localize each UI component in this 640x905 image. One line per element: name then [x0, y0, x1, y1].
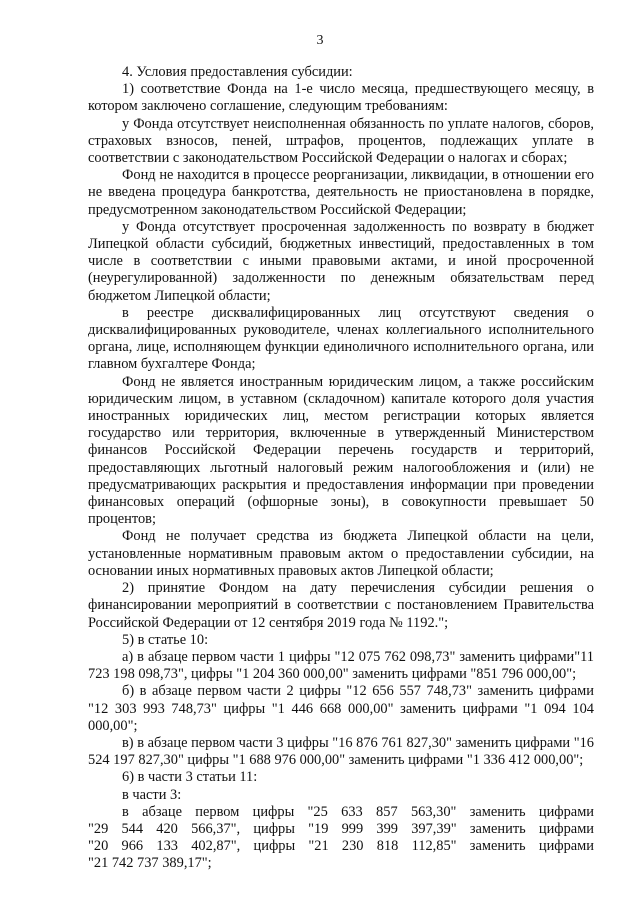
paragraph-no-overdue-debt: у Фонда отсутствует просроченная задолженность по возврату в бюджет Липецкой области субсидий, бюджетных инвестиций, предоставленных в том числе в соответствии с иными правовыми актами, и иной просроченной (неурегулированной) задолженности по денежным обязательствам перед бюджетом Липецкой области; — [88, 218, 594, 304]
final-paragraph — [88, 804, 594, 873]
paragraph-no-reorganization: Фонд не находится в процессе реорганизации, ликвидации, в отношении его не введена процедура банкротства, деятельность не приостановлена в порядке, предусмотренном законодательством Российской Федерации; — [88, 167, 594, 218]
paragraph-disqualified-registry: в реестре дисквалифицированных лиц отсутствуют сведения о дисквалифицированных руководителе, членах коллегиального исполнительного органа, лице, исполняющем функции единоличного исполнительного органа, или главном бухгалтере Фонда; — [88, 304, 594, 373]
paragraph-no-other-funds: Фонд не получает средства из бюджета Липецкой области на цели, установленные нормативным правовым актом о предоставлении субсидии, на основании иных нормативных правовых актов Липецкой области; — [88, 528, 594, 579]
document-body — [88, 64, 594, 872]
final-line-1: в абзаце первом цифры "25 633 857 563,30" заменить цифрами — [122, 803, 594, 820]
paragraph-condition-1: 1) соответствие Фонда на 1-е число месяца, предшествующего месяцу, в котором заключено соглашение, следующим требованиям: — [88, 81, 594, 115]
final-line-3: "20 966 133 402,87", цифры "21 230 818 112,85" заменить цифрами — [88, 838, 594, 855]
paragraph-article-10: 5) в статье 10: — [122, 631, 209, 648]
paragraph-condition-2: 2) принятие Фондом на дату перечисления субсидии решения о финансировании мероприятий в соответствии с постановлением Правительства Российской Федерации от 12 сентября 2019 года № 1192."; — [88, 580, 594, 631]
paragraph-article-11: 6) в части 3 статьи 11: — [122, 769, 258, 786]
paragraph-article-10-v: в) в абзаце первом части 3 цифры "16 876 761 827,30" заменить цифрами "16 524 197 827,30" цифры "1 688 976 000,00" заменить цифрами "1 336 412 000,00"; — [88, 734, 594, 769]
paragraph-part-3: в части 3: — [122, 786, 182, 803]
paragraph-no-tax-debt: у Фонда отсутствует неисполненная обязанность по уплате налогов, сборов, страховых взносов, пеней, штрафов, процентов, подлежащих уплате в соответствии с законодательством Российской Федерации о налогах и сборах; — [88, 115, 594, 167]
page-number: 3 — [316, 33, 324, 48]
paragraph-not-foreign-entity: Фонд не является иностранным юридическим лицом, а также российским юридическим лицом, в уставном (складочном) капитале которого доля участия иностранных юридических лиц, местом регистрации которых является государство или территория, включенные в утвержденный Министерством финансов Российской Федерации перечень государств и территорий, предоставляющих льготный налоговый режим налогообложения и (или) не предусматривающих раскрытия и предоставления информации при проведении финансовых операций (офшорные зоны), в совокупности превышает 50 процентов; — [88, 373, 594, 528]
paragraph-article-10-b: б) в абзаце первом части 2 цифры "12 656 557 748,73" заменить цифрами "12 303 993 748,73" цифры "1 446 668 000,00" заменить цифрами "1 094 104 000,00"; — [88, 683, 594, 734]
section-heading: 4. Условия предоставления субсидии: — [122, 64, 353, 80]
final-line-2: "29 544 420 566,37", цифры "19 999 399 397,39" заменить цифрами — [88, 820, 594, 837]
final-line-4: "21 742 737 389,17"; — [88, 855, 212, 872]
paragraph-article-10-a: а) в абзаце первом части 1 цифры "12 075 762 098,73" заменить цифрами"11 723 198 098,73", цифры "1 204 360 000,00" заменить цифрами "851 796 000,00"; — [88, 648, 594, 683]
